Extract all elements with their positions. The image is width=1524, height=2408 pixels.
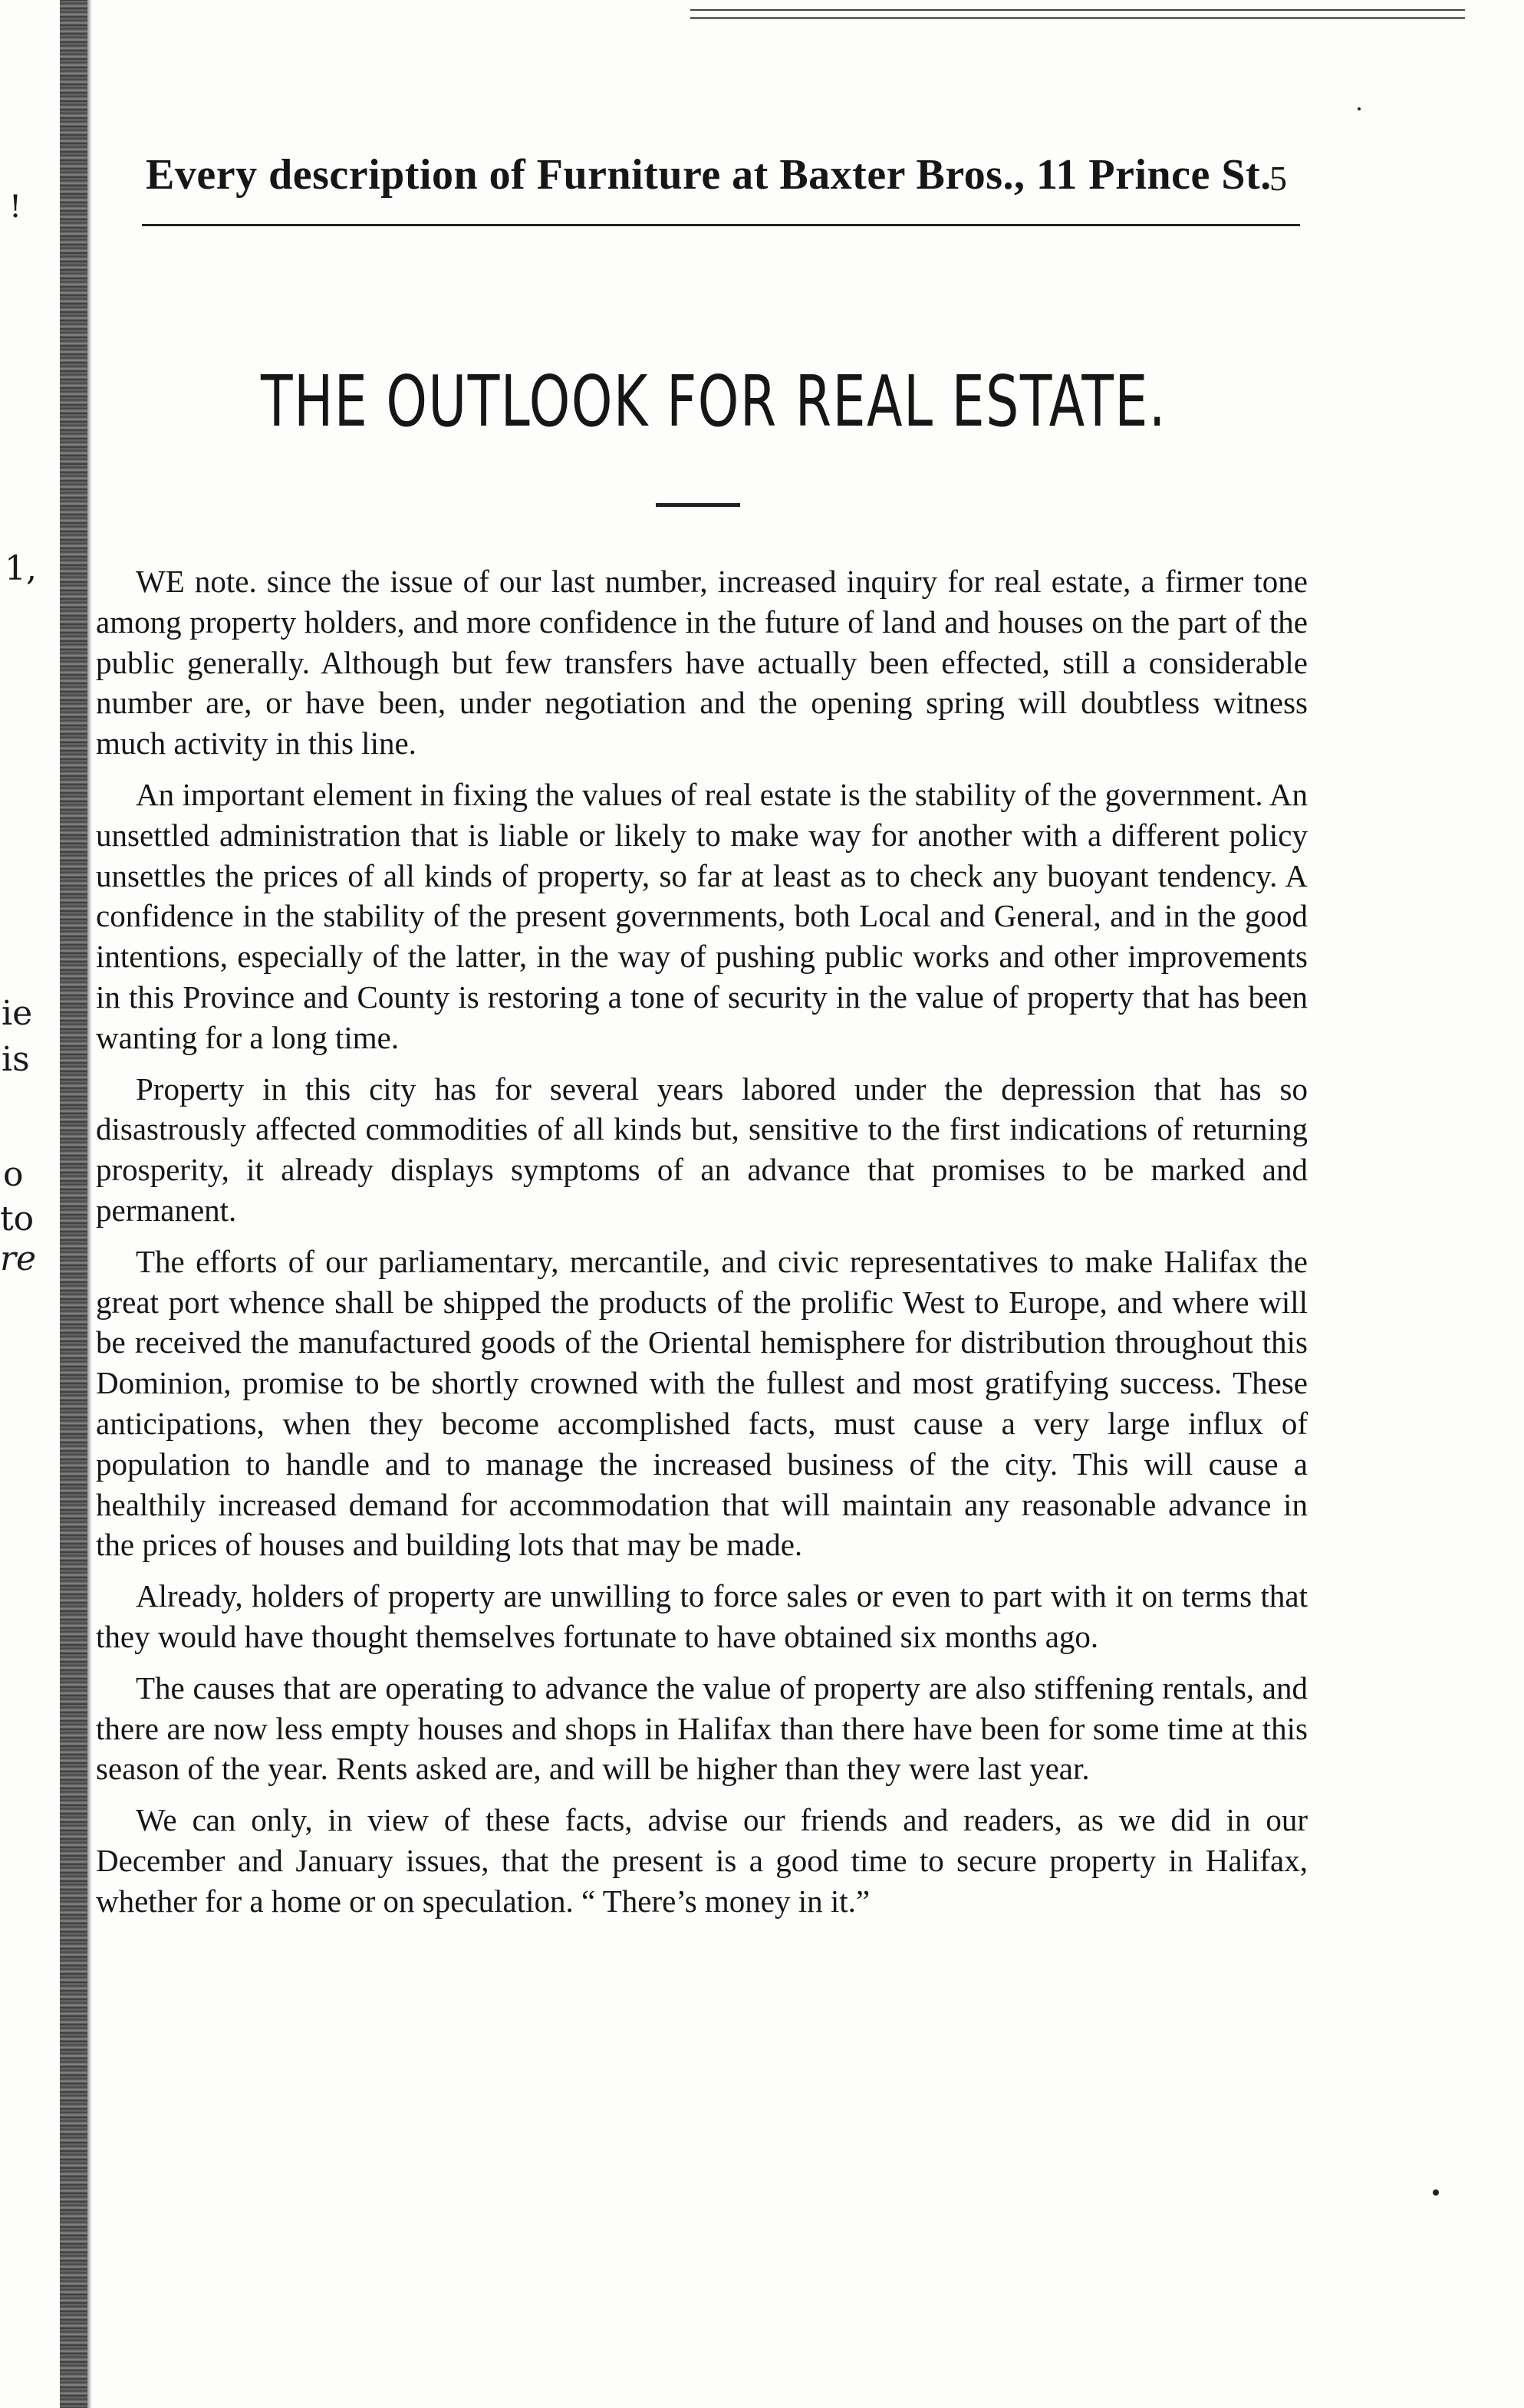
margin-fragment-7: re [0, 1239, 37, 1278]
paragraph-2: An important element in fixing the values of real estate is the stability of the government. An unsettled administration that is liable or likely to make way for another with a different policy unsettles the prices of all kinds of property, so far at least as to check any buoyant tendency. A confidence in the stability of the present governments, both Local and General, and in the good intentions, especially of the latter, in the way of pushing public works and other improvements in this Province and County is restoring a tone of security in the value of property that has been wanting for a long time. [96, 776, 1308, 1055]
article-body [96, 561, 1308, 1933]
paragraph-4: The efforts of our parliamentary, mercantile, and civic representatives to make Halifax the great port whence shall be shipped the products of the prolific West to Europe, and where will be received the manufactured goods of the Oriental hemisphere for distribution throughout this Dominion, promise to be shortly crowned with the fullest and most gratifying success. These anticipations, when they become accomplished facts, must cause a very large influx of population to handle and to manage the increased business of the city. This will cause a healthily increased demand for accommodation that will maintain any reasonable advance in the prices of houses and building lots that may be made. [96, 1243, 1308, 1563]
page-number: 5 [1269, 159, 1287, 198]
margin-fragment-1: ! [9, 189, 22, 225]
margin-fragment-2: 1, [5, 549, 37, 588]
article-title: THE OUTLOOK FOR REAL ESTATE. [261, 360, 1167, 442]
margin-fragment-3: ie [2, 994, 33, 1033]
margin-fragment-6: to [0, 1199, 35, 1239]
ink-speck [1433, 2189, 1439, 2196]
paragraph-6: The causes that are operating to advance the value of property are also stiffening rentals, and there are now less empty houses and shops in Halifax than there have been for some time at this season of the year. Rents asked are, and will be higher than they were last year. [96, 1669, 1308, 1787]
paragraph-5: Already, holders of property are unwilling to force sales or even to part with it on terms that they would have thought themselves fortunate to have obtained six months ago. [96, 1578, 1308, 1654]
paragraph-7: We can only, in view of these facts, advise our friends and readers, as we did in our December and January issues, that the present is a good time to secure property in Halifax, whether for a home or on speculation. “ There’s money in it.” [96, 1802, 1308, 1919]
paragraph-1: WE note. since the issue of our last number, increased inquiry for real estate, a firmer tone among property holders, and more confidence in the future of land and houses on the part of the public generally. Although but few transfers have actually been effected, still a considerable number are, or have been, under negotiation and the opening spring will doubtless witness much activity in this line. [96, 564, 1308, 762]
running-header: Every description of Furniture at Baxter Bros., 11 Prince St. [146, 151, 1272, 199]
paragraph-3: Property in this city has for several years labored under the depression that has so disastrously affected commodities of all kinds but, sensitive to the first indications of returning prosperity, it already displays symptoms of an advance that promises to be marked and permanent. [96, 1071, 1308, 1228]
header-rule [142, 224, 1300, 226]
ink-speck-small [1358, 107, 1361, 110]
margin-fragment-4: is [2, 1040, 30, 1079]
title-rule [656, 503, 740, 507]
margin-fragment-5: o [3, 1155, 24, 1194]
binding-shadow [87, 0, 92, 2408]
top-edge-rule [690, 9, 1465, 19]
binding-spine [60, 0, 87, 2408]
